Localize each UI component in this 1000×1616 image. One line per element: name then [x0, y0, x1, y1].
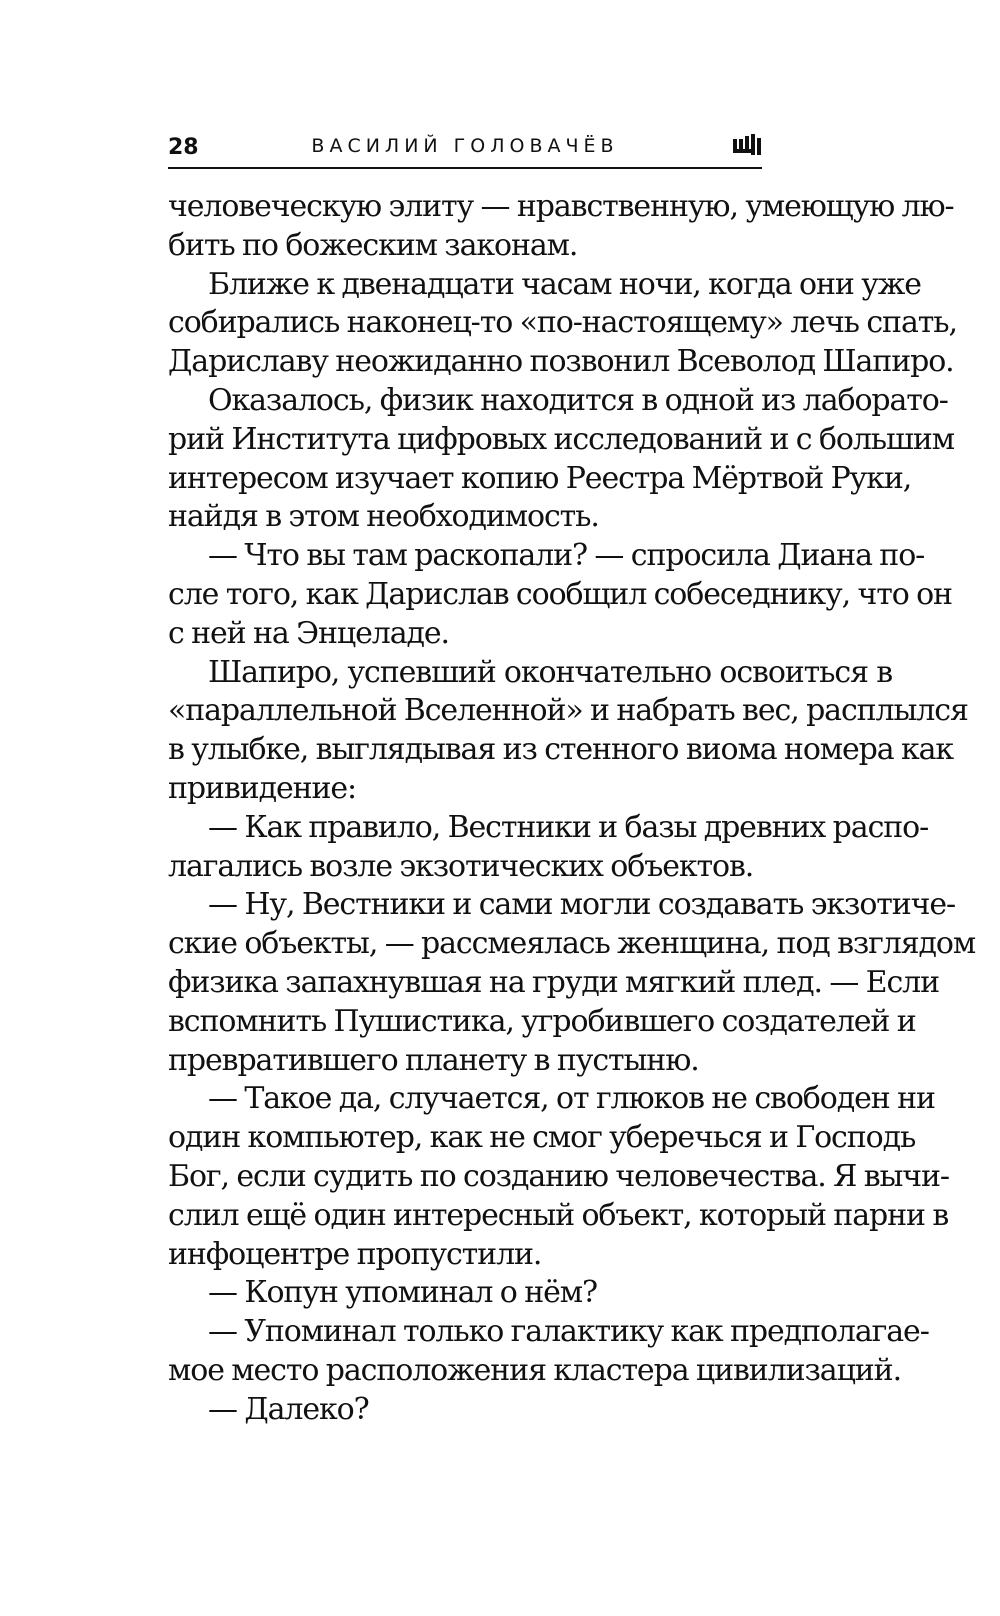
text-line: Бог, если судить по созданию человечества. Я вычи-	[168, 1158, 949, 1194]
text-line: — Что вы там раскопали? — спросила Диана по-	[208, 538, 925, 574]
text-line: в улыбке, выглядывая из стенного виома номера как	[168, 732, 954, 768]
text-line: интересом изучает копию Реестра Мёртвой Руки,	[168, 460, 912, 496]
text-line: сле того, как Дарислав сообщил собеседнику, что он	[168, 576, 952, 612]
text-line: — Копун упоминал о нём?	[208, 1275, 597, 1311]
text-line: превратившего планету в пустыню.	[168, 1042, 699, 1078]
text-line: Дариславу неожиданно позвонил Всеволод Шапиро.	[168, 344, 954, 380]
text-line: один компьютер, как не смог уберечься и Господь	[168, 1120, 916, 1156]
text-line: вспомнить Пушистика, угробившего создателей и	[168, 1003, 916, 1039]
text-line: — Ну, Вестники и сами могли создавать экзотиче-	[208, 887, 956, 923]
text-line: — Как правило, Вестники и базы древних распо-	[208, 809, 929, 845]
text-line: — Такое да, случается, от глюков не свободен ни	[208, 1081, 935, 1117]
text-line: «параллельной Вселенной» и набрать вес, расплылся	[168, 693, 968, 729]
text-line: ские объекты, — рассмеялась женщина, под взглядом	[168, 926, 976, 962]
text-line: Оказалось, физик находится в одной из лаборато-	[208, 382, 948, 418]
running-header	[168, 127, 762, 169]
text-line: бить по божеским законам.	[168, 227, 578, 263]
text-line: слил ещё один интересный объект, который парни в	[168, 1197, 949, 1233]
text-line: физика запахнувшая на груди мягкий плед. — Если	[168, 964, 940, 1000]
text-line: мое место расположения кластера цивилизаций.	[168, 1352, 902, 1388]
text-line: найдя в этом необходимость.	[168, 499, 599, 535]
text-line: Ближе к двенадцати часам ночи, когда они уже	[208, 266, 921, 302]
text-line: — Упоминал только галактику как предполагае-	[208, 1314, 929, 1350]
text-line: лагались возле экзотических объектов.	[168, 848, 754, 884]
text-line: человеческую элиту — нравственную, умеющую лю-	[168, 189, 954, 224]
page-number: 28	[168, 135, 199, 160]
text-line: инфоцентре пропустили.	[168, 1236, 542, 1272]
text-line: — Далеко?	[208, 1391, 369, 1427]
page-body-text	[168, 188, 976, 1430]
publisher-logo-icon	[732, 133, 762, 157]
text-line: с ней на Энцеладе.	[168, 615, 449, 651]
text-line: привидение:	[168, 770, 357, 806]
text-line: собирались наконец-то «по-настоящему» лечь спать,	[168, 305, 957, 341]
text-line: Шапиро, успевший окончательно освоиться в	[208, 654, 892, 690]
running-title: ВАСИЛИЙ ГОЛОВАЧЁВ	[311, 135, 619, 157]
text-line: рий Института цифровых исследований и с большим	[168, 421, 954, 457]
